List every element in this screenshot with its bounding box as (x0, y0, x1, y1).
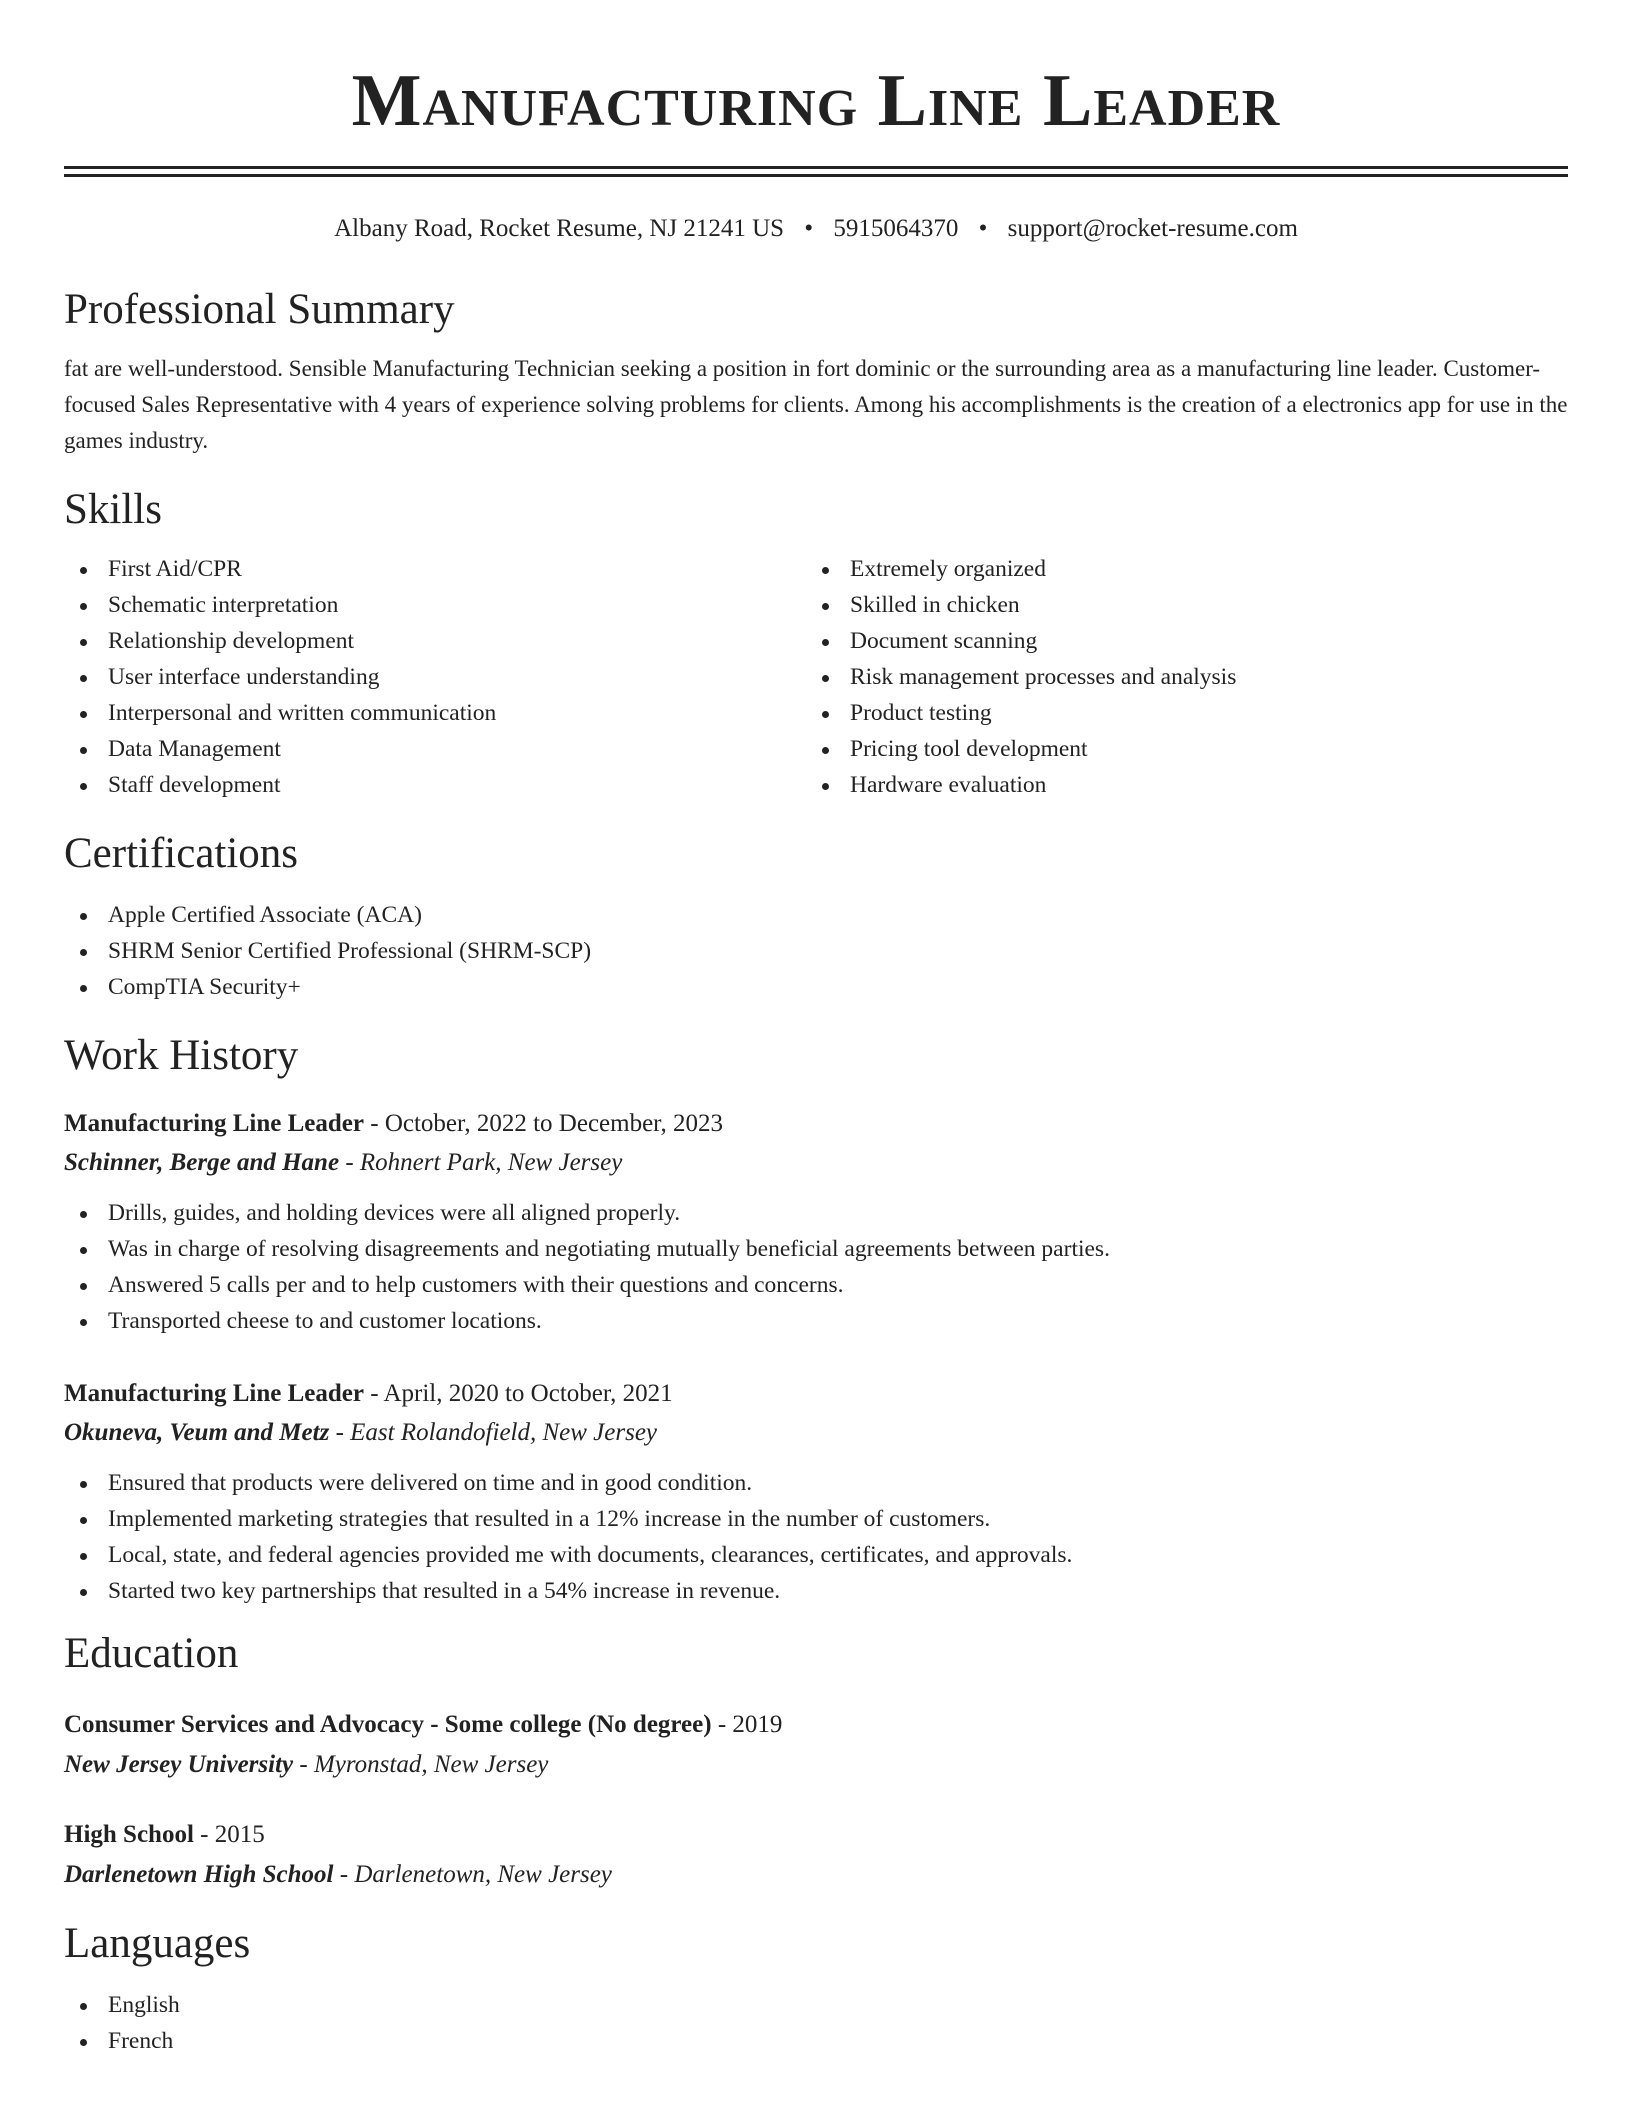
skills-heading: Skills (64, 486, 162, 533)
education-school: Darlenetown High School (64, 1861, 334, 1888)
header-double-rule (64, 166, 1568, 177)
job-bullet: Local, state, and federal agencies provided me with documents, clearances, certificates, and approvals. (64, 1537, 1568, 1573)
skills-list (64, 551, 1568, 803)
job-bullet: Drills, guides, and holding devices were all aligned properly. (64, 1195, 1568, 1231)
language-item: English (64, 1987, 1568, 2023)
job-employer-line (64, 1143, 1568, 1183)
skill-item: Data Management (64, 731, 806, 767)
job-location: - Rohnert Park, New Jersey (339, 1149, 623, 1176)
skill-item: Staff development (64, 767, 806, 803)
education-degree: Consumer Services and Advocacy - Some college (No degree) (64, 1711, 712, 1738)
certifications-list (64, 897, 1568, 1005)
skill-item: Schematic interpretation (64, 587, 806, 623)
education-school-line (64, 1855, 1568, 1895)
job-location: - East Rolandofield, New Jersey (329, 1419, 658, 1446)
skill-item: User interface understanding (64, 659, 806, 695)
skill-item: Hardware evaluation (806, 767, 1548, 803)
job-bullet: Started two key partnerships that resulted in a 54% increase in revenue. (64, 1573, 1568, 1609)
job-dates: - April, 2020 to October, 2021 (364, 1380, 673, 1407)
contact-line (64, 213, 1568, 245)
job-title: Manufacturing Line Leader (64, 1110, 364, 1137)
skill-item: First Aid/CPR (64, 551, 806, 587)
certification-item: Apple Certified Associate (ACA) (64, 897, 1568, 933)
education-school: New Jersey University (64, 1751, 294, 1778)
job-entry (64, 1105, 1568, 1339)
job-dates: - October, 2022 to December, 2023 (364, 1110, 723, 1137)
job-bullet: Transported cheese to and customer locations. (64, 1303, 1568, 1339)
job-employer-line (64, 1413, 1568, 1453)
job-bullets (64, 1195, 1568, 1339)
languages-list (64, 1987, 1568, 2059)
skill-item: Pricing tool development (806, 731, 1548, 767)
work-history-heading: Work History (64, 1032, 299, 1079)
education-degree: High School (64, 1821, 194, 1848)
job-bullet: Ensured that products were delivered on time and in good condition. (64, 1465, 1568, 1501)
resume-name: Manufacturing Line Leader (351, 60, 1281, 142)
education-school-line (64, 1745, 1568, 1785)
job-entry (64, 1375, 1568, 1609)
skill-item: Document scanning (806, 623, 1548, 659)
job-header (64, 1105, 1568, 1143)
job-header (64, 1375, 1568, 1413)
education-location: - Myronstad, New Jersey (293, 1751, 549, 1778)
skills-column-left (64, 551, 806, 803)
education-year: - 2019 (711, 1711, 783, 1738)
skill-item: Product testing (806, 695, 1548, 731)
job-bullet: Answered 5 calls per and to help customers with their questions and concerns. (64, 1267, 1568, 1303)
contact-separator: • (978, 215, 988, 242)
skill-item: Risk management processes and analysis (806, 659, 1548, 695)
language-item: French (64, 2023, 1568, 2059)
education-heading: Education (64, 1630, 239, 1677)
certification-item: SHRM Senior Certified Professional (SHRM-SCP) (64, 933, 1568, 969)
languages-heading: Languages (64, 1920, 251, 1967)
skills-column-right (806, 551, 1548, 803)
education-header (64, 1815, 1568, 1855)
certifications-heading: Certifications (64, 830, 299, 877)
summary-text: fat are well-understood. Sensible Manufacturing Technician seeking a position in fort dominic or the surrounding area as a manufacturing line leader. Customer-focused Sales Representative with 4 years of experience solving problems for clients. Among his accomplishments is the creation of a electronics app for use in the games industry. (64, 356, 1568, 453)
contact-separator: • (804, 215, 814, 242)
job-title: Manufacturing Line Leader (64, 1380, 364, 1407)
summary-heading: Professional Summary (64, 286, 455, 333)
skill-item: Skilled in chicken (806, 587, 1548, 623)
certification-item: CompTIA Security+ (64, 969, 1568, 1005)
education-entry (64, 1705, 1568, 1785)
education-entry (64, 1815, 1568, 1895)
skill-item: Interpersonal and written communication (64, 695, 806, 731)
contact-address: Albany Road, Rocket Resume, NJ 21241 US (334, 215, 785, 242)
education-year: - 2015 (193, 1821, 265, 1848)
contact-email: support@rocket-resume.com (1007, 215, 1298, 242)
job-bullet: Was in charge of resolving disagreements and negotiating mutually beneficial agreements between parties. (64, 1231, 1568, 1267)
skill-item: Extremely organized (806, 551, 1548, 587)
job-bullet: Implemented marketing strategies that resulted in a 12% increase in the number of customers. (64, 1501, 1568, 1537)
job-company: Schinner, Berge and Hane (64, 1149, 340, 1176)
skill-item: Relationship development (64, 623, 806, 659)
contact-phone: 5915064370 (833, 215, 959, 242)
education-header (64, 1705, 1568, 1745)
job-bullets (64, 1465, 1568, 1609)
education-location: - Darlenetown, New Jersey (333, 1861, 612, 1888)
job-company: Okuneva, Veum and Metz (64, 1419, 330, 1446)
